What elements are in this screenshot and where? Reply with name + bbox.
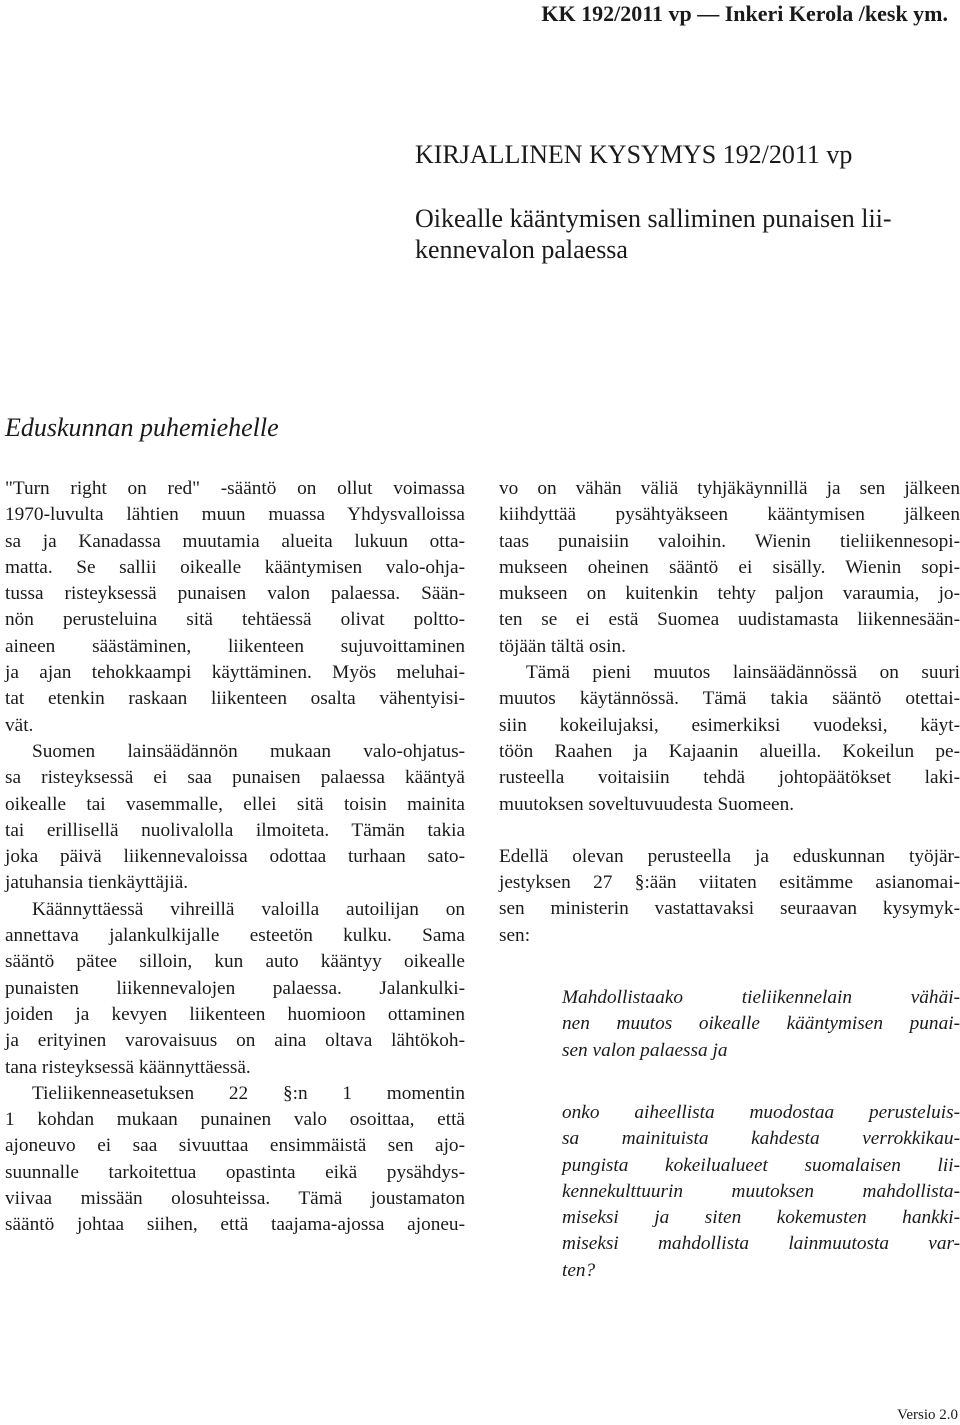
text-line: siin kokeilujaksi, esimerkiksi vuodeksi, käyt- — [499, 714, 960, 736]
text-line: ja erityinen varovaisuus on aina oltava lähtökoh- — [5, 1030, 465, 1052]
question-line: kennekulttuurin muutoksen mahdollista- — [562, 1180, 960, 1202]
text-line: sen ministerin vastattavaksi seuraavan kysymyk- — [499, 898, 960, 920]
text-line: kiihdyttää pysähtyäkseen kääntymisen jälkeen — [499, 504, 960, 526]
paragraph-turn-right-on-red — [5, 476, 465, 739]
document-subtitle — [415, 203, 960, 265]
text-line: rusteella voitaisiin tehdä johtopäätökset laki- — [499, 767, 960, 789]
text-line: sääntö pätee silloin, kun auto kääntyy oikealle — [5, 951, 465, 973]
question-line: miseksi ja siten kokemusten hankki- — [562, 1207, 960, 1229]
text-line: matta. Se sallii oikealle kääntymisen valo-ohja- — [5, 556, 465, 578]
text-line: ten se ei estä Suomea uudistamasta liikennesään- — [499, 609, 960, 631]
text-line: jestyksen 27 §:ään viitaten esitämme asianomai- — [499, 872, 960, 894]
text-line: joka päivä liikennevaloissa odottaa turhaan sato- — [5, 846, 465, 868]
document-reference: KK 192/2011 vp — Inkeri Kerola /kesk ym. — [541, 1, 948, 26]
question-2 — [499, 1100, 960, 1284]
text-line: töjään tältä osin. — [499, 635, 626, 657]
text-line: Tämä pieni muutos lainsäädännössä on suuri — [526, 662, 960, 684]
paragraph-finnish-law — [5, 739, 465, 897]
text-line: sen: — [499, 924, 531, 946]
text-line: punaisten liikennevalojen palaessa. Jalankulki- — [5, 977, 465, 999]
text-line: sa ja Kanadassa muutamia alueita lukuun otta- — [5, 530, 465, 552]
text-line: joiden ja kevyen liikenteen huomioon ottaminen — [5, 1003, 465, 1025]
text-line: Suomen lainsäädännön mukaan valo-ohjatus- — [32, 740, 465, 762]
left-text-column — [5, 476, 465, 1239]
text-line: vät. — [5, 714, 34, 736]
text-line: taas punaisiin valoihin. Wienin tieliikennesopi- — [499, 530, 960, 552]
text-line: tat etenkin raskaan liikenteen osalta vähentyisi- — [5, 688, 465, 710]
right-text-column — [499, 476, 960, 1284]
text-line: tai erillisellä nuolivalolla ilmoiteta. Tämän takia — [5, 819, 465, 841]
text-line: jatuhansia tienkäyttäjiä. — [5, 872, 189, 894]
addressee-heading: Eduskunnan puhemiehelle — [5, 413, 279, 442]
paragraph-trial-period — [499, 660, 960, 818]
text-line: Edellä olevan perusteella ja eduskunnan työjär- — [499, 845, 960, 867]
question-spacer — [499, 1064, 960, 1100]
text-line: mukseen on kuitenkin tehty paljon varaumia, jo- — [499, 583, 960, 605]
text-line: nön perusteluina sitä tehtäessä olivat poltto- — [5, 609, 465, 631]
text-line: sa risteyksessä ei saa punaisen palaessa kääntyä — [5, 767, 465, 789]
paragraph-traffic-decree — [5, 1081, 465, 1239]
question-spacer — [499, 949, 960, 985]
text-line: suunnalle tarkoitettua opastinta eikä pysähdys- — [5, 1161, 465, 1183]
question-line: pungista kokeilualueet suomalaisen lii- — [562, 1154, 960, 1176]
text-line: oikealle tai vasemmalle, ellei sitä toisin mainita — [5, 793, 465, 815]
question-line: onko aiheellista muodostaa perusteluis- — [562, 1101, 960, 1123]
text-line: Tieliikenneasetuksen 22 §:n 1 momentin — [32, 1082, 465, 1104]
text-line: ajoneuvo ei saa sivuuttaa ensimmäistä sen ajo- — [5, 1135, 465, 1157]
question-line: miseksi mahdollista lainmuutosta var- — [562, 1233, 960, 1255]
version-label: Versio 2.0 — [897, 1407, 958, 1423]
paragraph-spacer — [499, 818, 960, 844]
text-line: ja ajan tehokkaampi käyttäminen. Myös meluhai- — [5, 662, 465, 684]
text-line: tussa risteyksessä punaisen valon palaessa. Sään- — [5, 583, 465, 605]
text-line: mukseen oheinen sääntö ei sisälly. Wienin sopi- — [499, 556, 960, 578]
document-title: KIRJALLINEN KYSYMYS 192/2011 vp — [415, 140, 853, 169]
question-line: sa mainituista kahdesta verrokkikau- — [562, 1128, 960, 1150]
text-line: muutoksen soveltuvuudesta Suomeen. — [499, 793, 795, 815]
question-1 — [499, 985, 960, 1064]
text-line: viivaa missään olosuhteissa. Tämä joustamaton — [5, 1188, 465, 1210]
text-line: muutos käytännössä. Tämä takia sääntö otettai- — [499, 688, 960, 710]
text-line: töön Raahen ja Kajaanin alueilla. Kokeilun pe- — [499, 740, 960, 762]
text-line: aineen säästäminen, liikenteen sujuvoittaminen — [5, 635, 465, 657]
paragraph-pedestrians — [5, 897, 465, 1081]
text-line: Käännyttäessä vihreillä valoilla autoilijan on — [32, 898, 465, 920]
question-line: Mahdollistaako tieliikennelain vähäi- — [562, 987, 960, 1009]
question-line: nen muutos oikealle kääntymisen punai- — [562, 1013, 960, 1035]
text-line: sääntö johtaa siihen, että taajama-ajossa ajoneu- — [5, 1214, 465, 1236]
text-line: annettava jalankulkijalle esteetön kulku. Sama — [5, 925, 465, 947]
paragraph-vienna-convention — [499, 476, 960, 660]
text-line: 1 kohdan mukaan punainen valo osoittaa, että — [5, 1109, 465, 1131]
subtitle-line: Oikealle kääntymisen salliminen punaisen lii- — [415, 204, 892, 233]
question-line: sen valon palaessa ja — [562, 1039, 728, 1061]
text-line: vo on vähän väliä tyhjäkäynnillä ja sen jälkeen — [499, 478, 960, 499]
text-line: "Turn right on red" -sääntö on ollut voimassa — [5, 478, 465, 499]
text-line: 1970-luvulta lähtien muun muassa Yhdysvalloissa — [5, 504, 465, 526]
subtitle-line: kennevalon palaessa — [415, 235, 628, 264]
question-line: ten? — [562, 1259, 596, 1281]
text-line: tana risteyksessä käännyttäessä. — [5, 1056, 251, 1078]
paragraph-question-intro — [499, 844, 960, 949]
